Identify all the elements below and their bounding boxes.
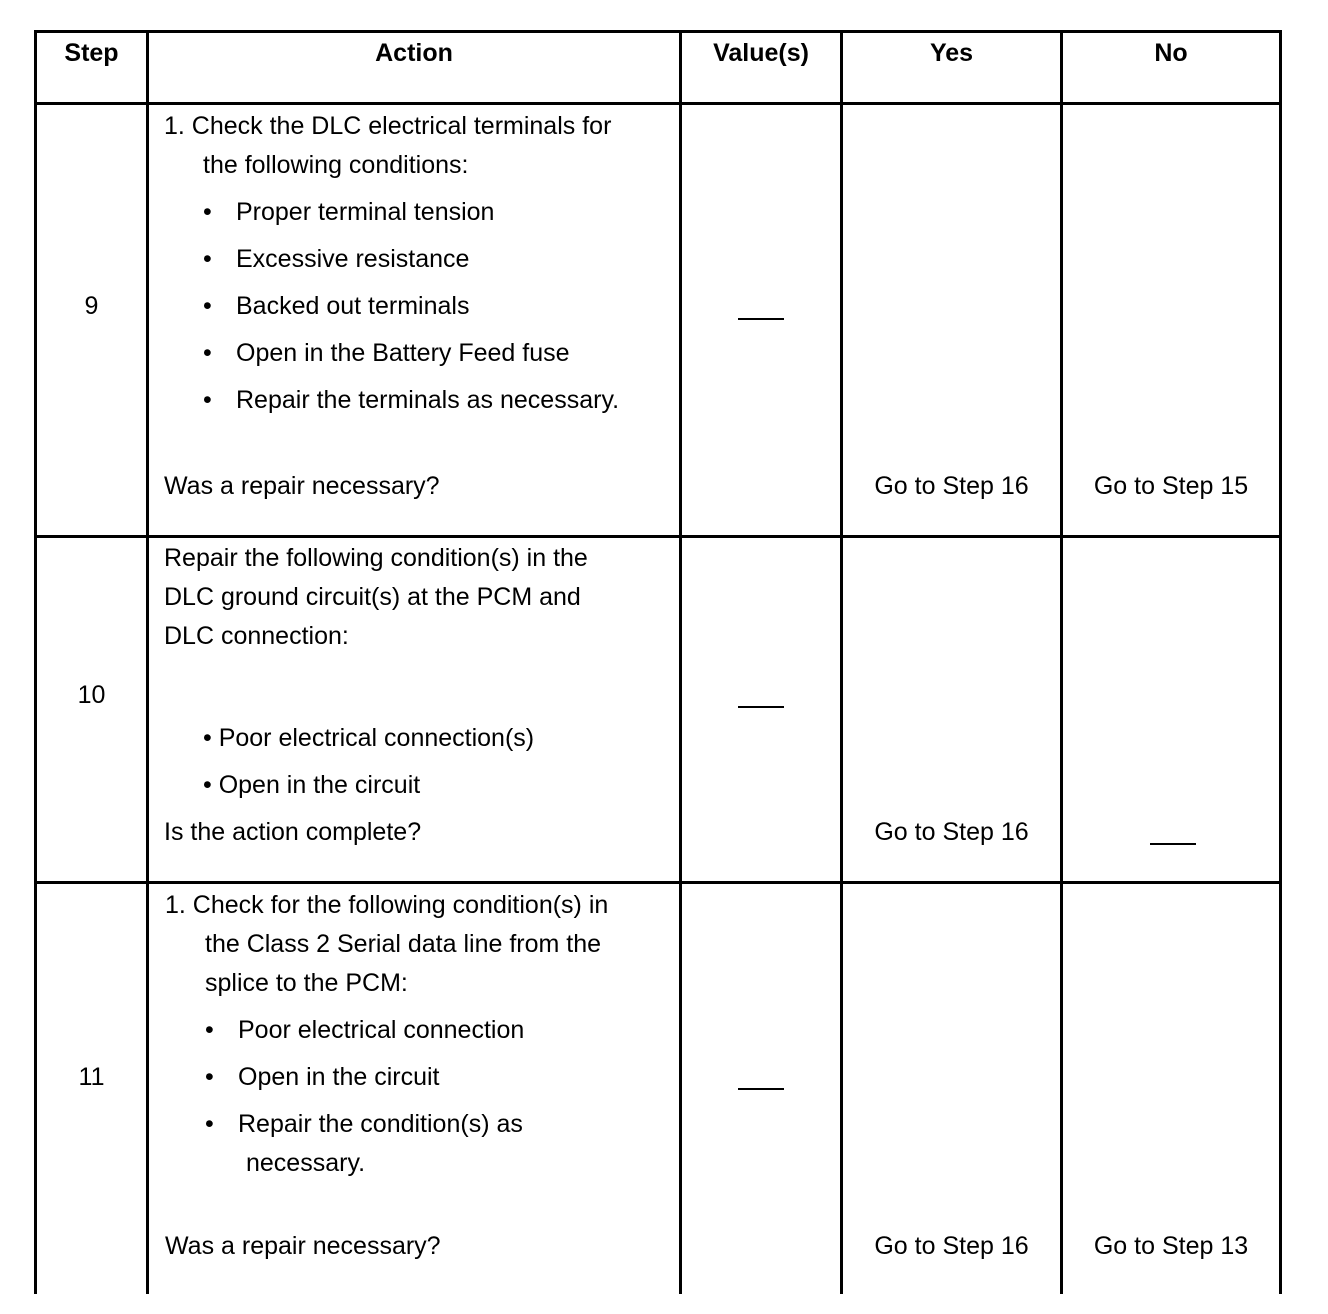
no-result: Go to Step 13 bbox=[1093, 1232, 1249, 1260]
list-item: Backed out terminals bbox=[236, 292, 470, 320]
column-divider bbox=[146, 30, 149, 1294]
table-border-left bbox=[34, 30, 37, 1294]
bullet-icon: • bbox=[203, 245, 212, 273]
bullet-icon: • bbox=[205, 1016, 214, 1044]
yes-result: Go to Step 16 bbox=[874, 472, 1029, 500]
list-item: necessary. bbox=[246, 1149, 366, 1177]
header-values: Value(s) bbox=[713, 39, 809, 67]
list-item: • Poor electrical connection(s) bbox=[203, 724, 535, 752]
bullet-icon: • bbox=[203, 386, 212, 414]
empty-value-dash bbox=[738, 706, 784, 708]
list-item: Open in the circuit bbox=[238, 1063, 440, 1091]
header-no: No bbox=[1154, 39, 1188, 67]
empty-value-dash bbox=[738, 318, 784, 320]
bullet-icon: • bbox=[205, 1110, 214, 1138]
header-divider bbox=[34, 102, 1282, 105]
no-result: Go to Step 15 bbox=[1093, 472, 1249, 500]
list-item: Repair the condition(s) as bbox=[238, 1110, 523, 1138]
empty-no-dash bbox=[1150, 843, 1196, 845]
row-divider bbox=[34, 881, 1282, 884]
action-text: Repair the following condition(s) in the bbox=[164, 544, 588, 572]
question-text: Was a repair necessary? bbox=[165, 1232, 441, 1260]
action-text: the Class 2 Serial data line from the bbox=[205, 930, 602, 958]
step-number: 11 bbox=[78, 1063, 105, 1091]
action-text: splice to the PCM: bbox=[205, 969, 408, 997]
action-text: the following conditions: bbox=[203, 151, 469, 179]
bullet-icon: • bbox=[205, 1063, 214, 1091]
list-item: Repair the terminals as necessary. bbox=[236, 386, 620, 414]
list-item: Excessive resistance bbox=[236, 245, 470, 273]
column-divider bbox=[679, 30, 682, 1294]
yes-result: Go to Step 16 bbox=[874, 818, 1029, 846]
table-border-top bbox=[34, 30, 1282, 33]
list-item: Proper terminal tension bbox=[236, 198, 495, 226]
list-item: • Open in the circuit bbox=[203, 771, 421, 799]
action-text: 1. Check for the following condition(s) in bbox=[165, 891, 609, 919]
empty-value-dash bbox=[738, 1088, 784, 1090]
step-number: 9 bbox=[84, 292, 99, 320]
column-divider bbox=[1060, 30, 1063, 1294]
row-divider bbox=[34, 535, 1282, 538]
header-step: Step bbox=[64, 39, 119, 67]
bullet-icon: • bbox=[203, 339, 212, 367]
header-action: Action bbox=[375, 39, 453, 67]
bullet-icon: • bbox=[203, 292, 212, 320]
action-text: DLC ground circuit(s) at the PCM and bbox=[164, 583, 581, 611]
question-text: Was a repair necessary? bbox=[164, 472, 440, 500]
header-yes: Yes bbox=[929, 39, 974, 67]
list-item: Open in the Battery Feed fuse bbox=[236, 339, 570, 367]
step-number: 10 bbox=[77, 681, 106, 709]
table-border-right bbox=[1279, 30, 1282, 1294]
question-text: Is the action complete? bbox=[164, 818, 422, 846]
action-text: DLC connection: bbox=[164, 622, 349, 650]
list-item: Poor electrical connection bbox=[238, 1016, 525, 1044]
bullet-icon: • bbox=[203, 198, 212, 226]
action-text: 1. Check the DLC electrical terminals for bbox=[164, 112, 612, 140]
yes-result: Go to Step 16 bbox=[874, 1232, 1029, 1260]
column-divider bbox=[840, 30, 843, 1294]
